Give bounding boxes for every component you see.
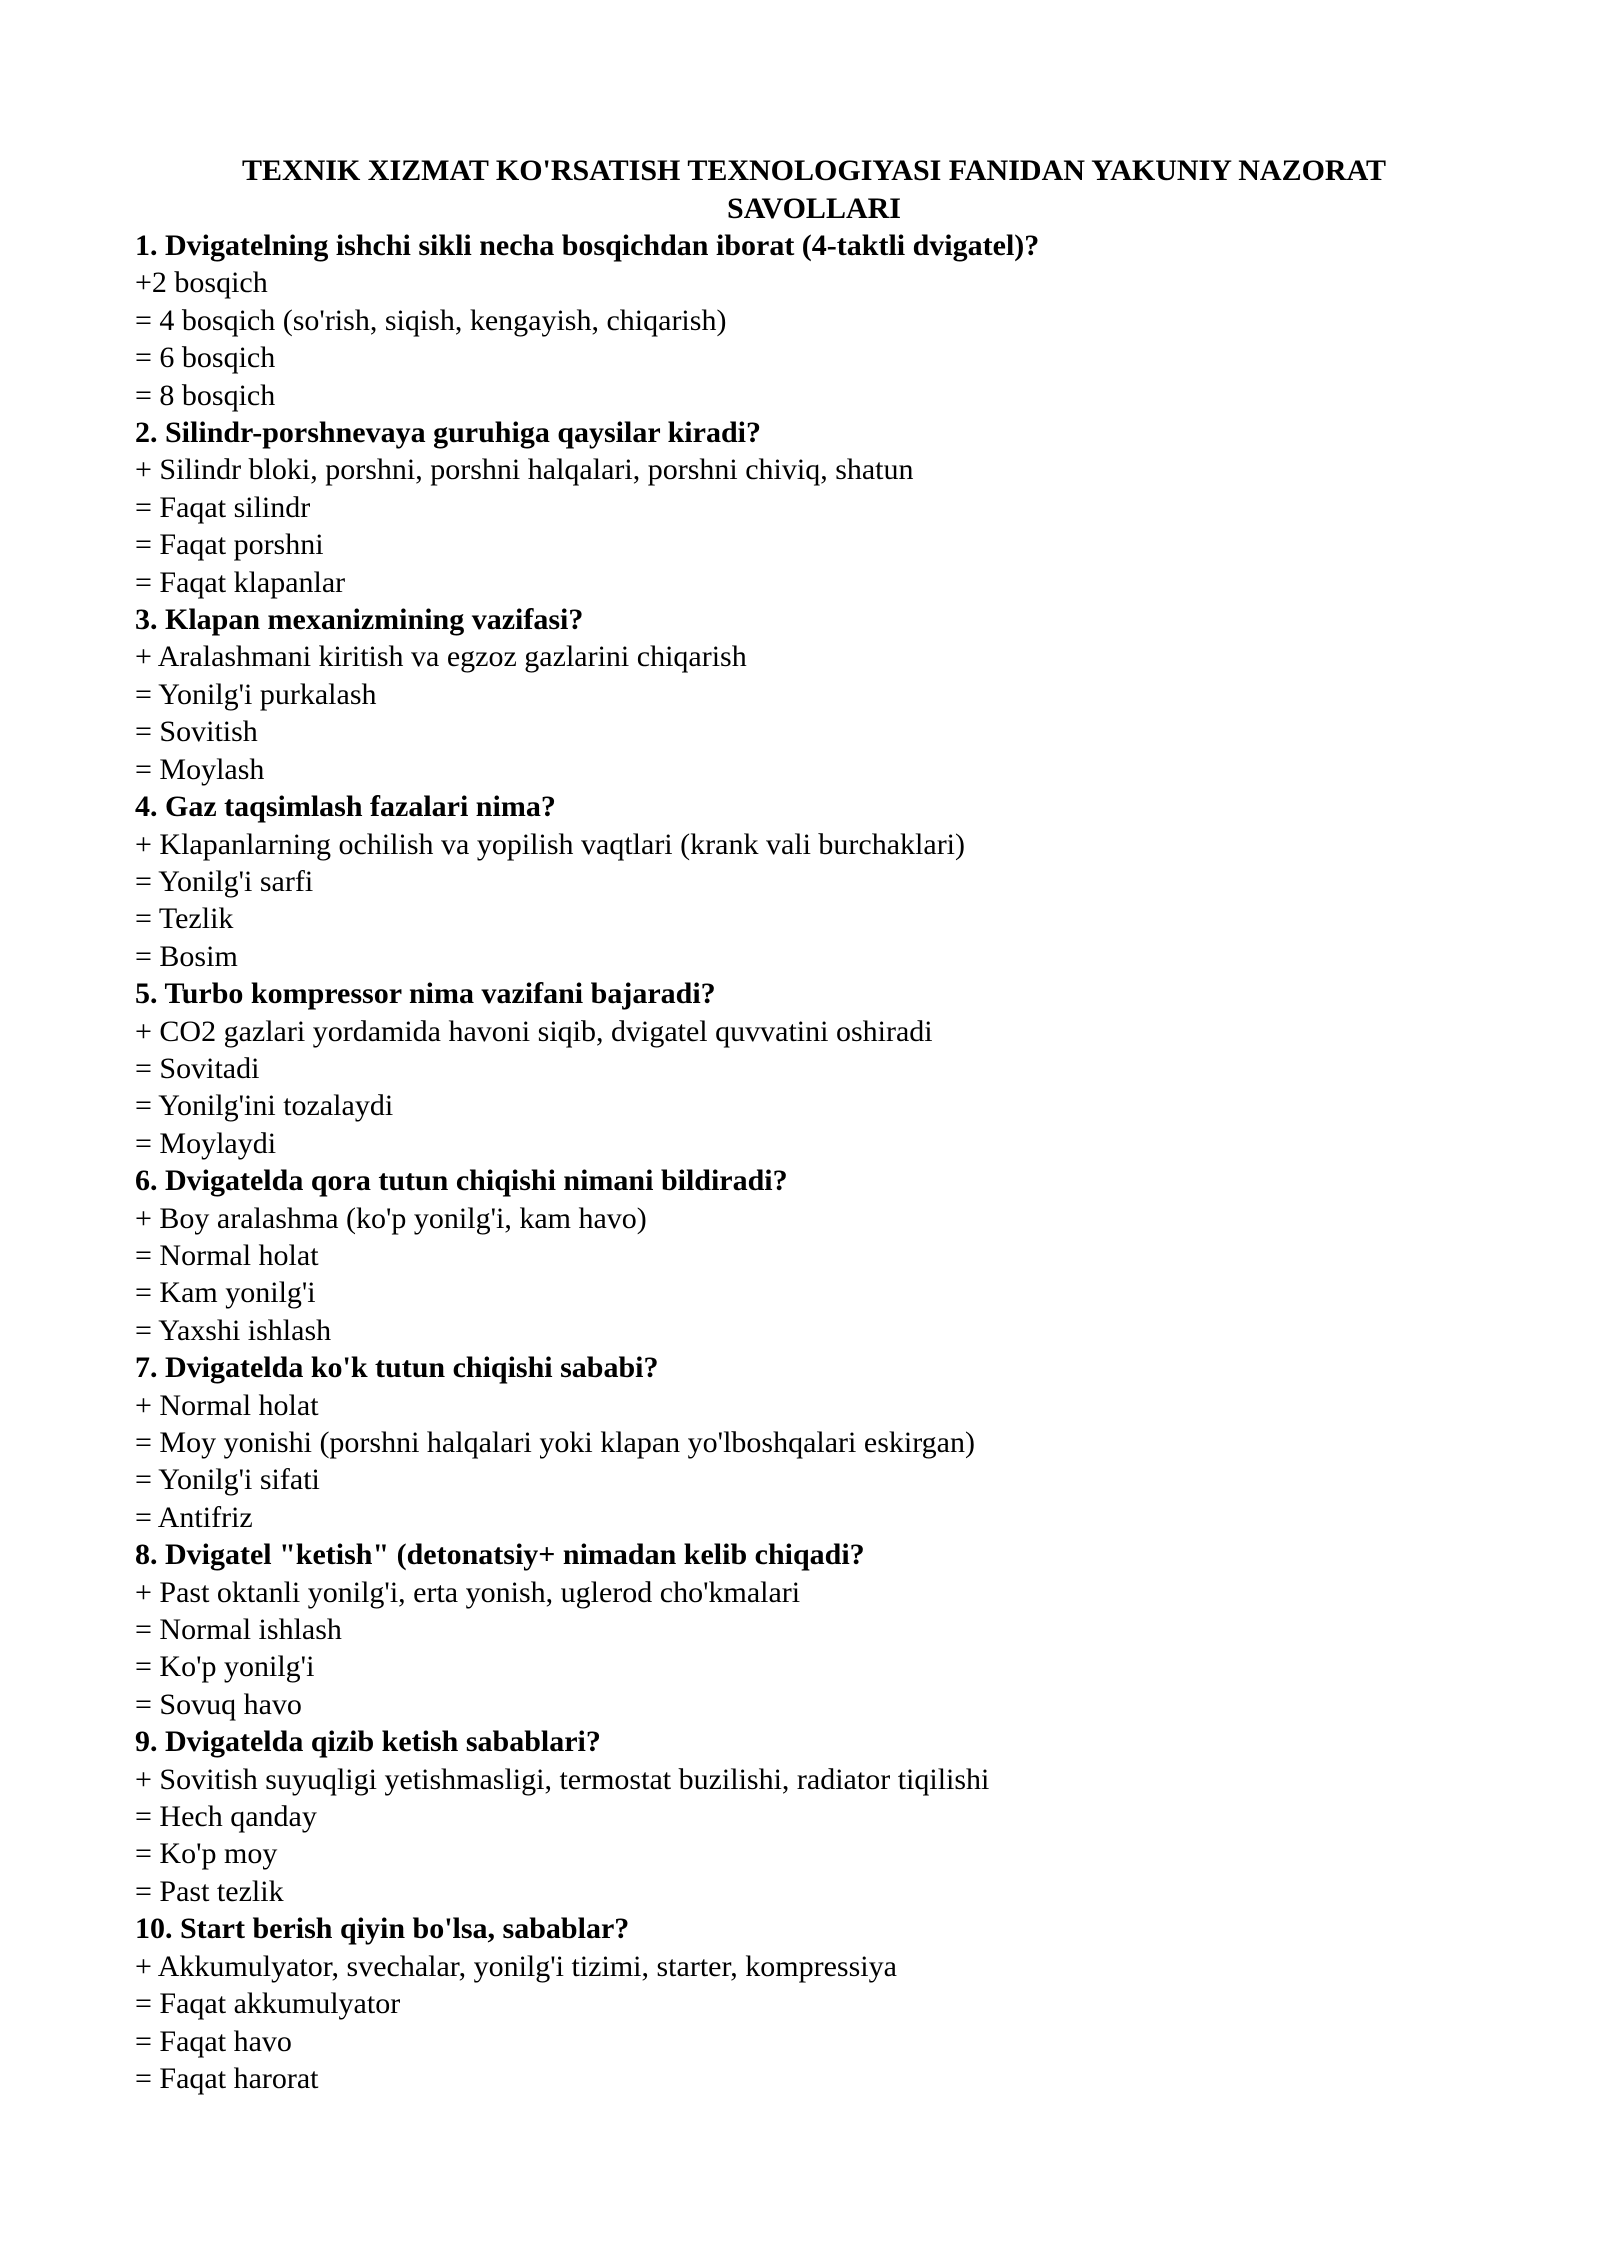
answer-option: = Yonilg'i sarfi (135, 864, 314, 898)
answer-option: = Sovitadi (135, 1051, 260, 1085)
answer-option: = 4 bosqich (so'rish, siqish, kengayish, chiqarish) (135, 303, 727, 337)
answer-option: = Moylash (135, 752, 265, 786)
document-title-line-1: TEXNIK XIZMAT KO'RSATISH TEXNOLOGIYASI FANIDAN YAKUNIY NAZORAT (241, 154, 1387, 187)
answer-option: = Faqat akkumulyator (135, 1987, 401, 2021)
answer-option: + Klapanlarning ochilish va yopilish vaqtlari (krank vali burchaklari) (135, 827, 966, 861)
answer-option: = Normal ishlash (135, 1613, 342, 1647)
answer-option: = Past tezlik (135, 1874, 284, 1908)
question-block (135, 1349, 1455, 1536)
question-text: 9. Dvigatelda qizib ketish sabablari? (135, 1725, 601, 1759)
question-block (135, 788, 1455, 975)
answer-option: = Bosim (135, 939, 238, 973)
question-block (135, 1536, 1455, 1723)
answer-option: = Moylaydi (135, 1126, 277, 1160)
answer-option: = Yonilg'i sifati (135, 1463, 320, 1497)
answer-option: = Sovitish (135, 715, 258, 749)
answer-option: = Hech qanday (135, 1800, 317, 1834)
answer-option: + CO2 gazlari yordamida havoni siqib, dvigatel quvvatini oshiradi (135, 1014, 933, 1048)
answer-option: + Akkumulyator, svechalar, yonilg'i tizimi, starter, kompressiya (135, 1949, 897, 1983)
answer-option: = Yonilg'ini tozalaydi (135, 1089, 394, 1123)
answer-option: = Kam yonilg'i (135, 1276, 316, 1310)
document-content (135, 152, 1455, 2097)
answer-option: = Antifriz (135, 1500, 253, 1534)
answer-option: = Normal holat (135, 1238, 319, 1272)
question-block (135, 1910, 1455, 2097)
document-title (135, 152, 1455, 227)
answer-option: = Faqat havo (135, 2024, 292, 2058)
question-text: 2. Silindr-porshnevaya guruhiga qaysilar kiradi? (135, 416, 761, 450)
question-block (135, 227, 1455, 414)
answer-option: +2 bosqich (135, 266, 268, 300)
answer-option: = Tezlik (135, 902, 234, 936)
answer-option: = Ko'p yonilg'i (135, 1650, 315, 1684)
answer-option: = Faqat silindr (135, 490, 311, 524)
answer-option: = Ko'p moy (135, 1837, 278, 1871)
answer-option: + Past oktanli yonilg'i, erta yonish, uglerod cho'kmalari (135, 1575, 801, 1609)
question-text: 8. Dvigatel "ketish" (detonatsiy+ nimadan kelib chiqadi? (135, 1538, 865, 1572)
question-block (135, 975, 1455, 1162)
question-text: 10. Start berish qiyin bo'lsa, sabablar? (135, 1912, 630, 1946)
question-text: 1. Dvigatelning ishchi sikli necha bosqichdan iborat (4-taktli dvigatel)? (135, 229, 1040, 262)
question-text: 5. Turbo kompressor nima vazifani bajaradi? (135, 977, 716, 1011)
question-text: 4. Gaz taqsimlash fazalari nima? (135, 790, 556, 824)
answer-option: = Yonilg'i purkalash (135, 677, 377, 711)
answer-option: = 8 bosqich (135, 378, 276, 412)
answer-option: = Faqat harorat (135, 2061, 319, 2095)
answer-option: = 6 bosqich (135, 341, 276, 375)
answer-option: = Yaxshi ishlash (135, 1313, 332, 1347)
answer-option: + Silindr bloki, porshni, porshni halqalari, porshni chiviq, shatun (135, 453, 914, 487)
question-text: 6. Dvigatelda qora tutun chiqishi nimani bildiradi? (135, 1164, 788, 1198)
answer-option: + Normal holat (135, 1388, 319, 1422)
answer-option: + Boy aralashma (ko'p yonilg'i, kam havo) (135, 1201, 647, 1235)
answer-option: + Aralashmani kiritish va egzoz gazlarini chiqarish (135, 640, 747, 674)
question-block (135, 1162, 1455, 1349)
answer-option: + Sovitish suyuqligi yetishmasligi, termostat buzilishi, radiator tiqilishi (135, 1762, 990, 1796)
question-block (135, 414, 1455, 601)
question-text: 7. Dvigatelda ko'k tutun chiqishi sababi? (135, 1351, 659, 1385)
document-title-line-2: SAVOLLARI (727, 191, 901, 225)
question-block (135, 1723, 1455, 1910)
question-block (135, 601, 1455, 788)
answer-option: = Moy yonishi (porshni halqalari yoki klapan yo'lboshqalari eskirgan) (135, 1426, 975, 1459)
answer-option: = Faqat klapanlar (135, 565, 346, 599)
answer-option: = Faqat porshni (135, 528, 324, 562)
answer-option: = Sovuq havo (135, 1687, 302, 1721)
question-text: 3. Klapan mexanizmining vazifasi? (135, 603, 584, 637)
